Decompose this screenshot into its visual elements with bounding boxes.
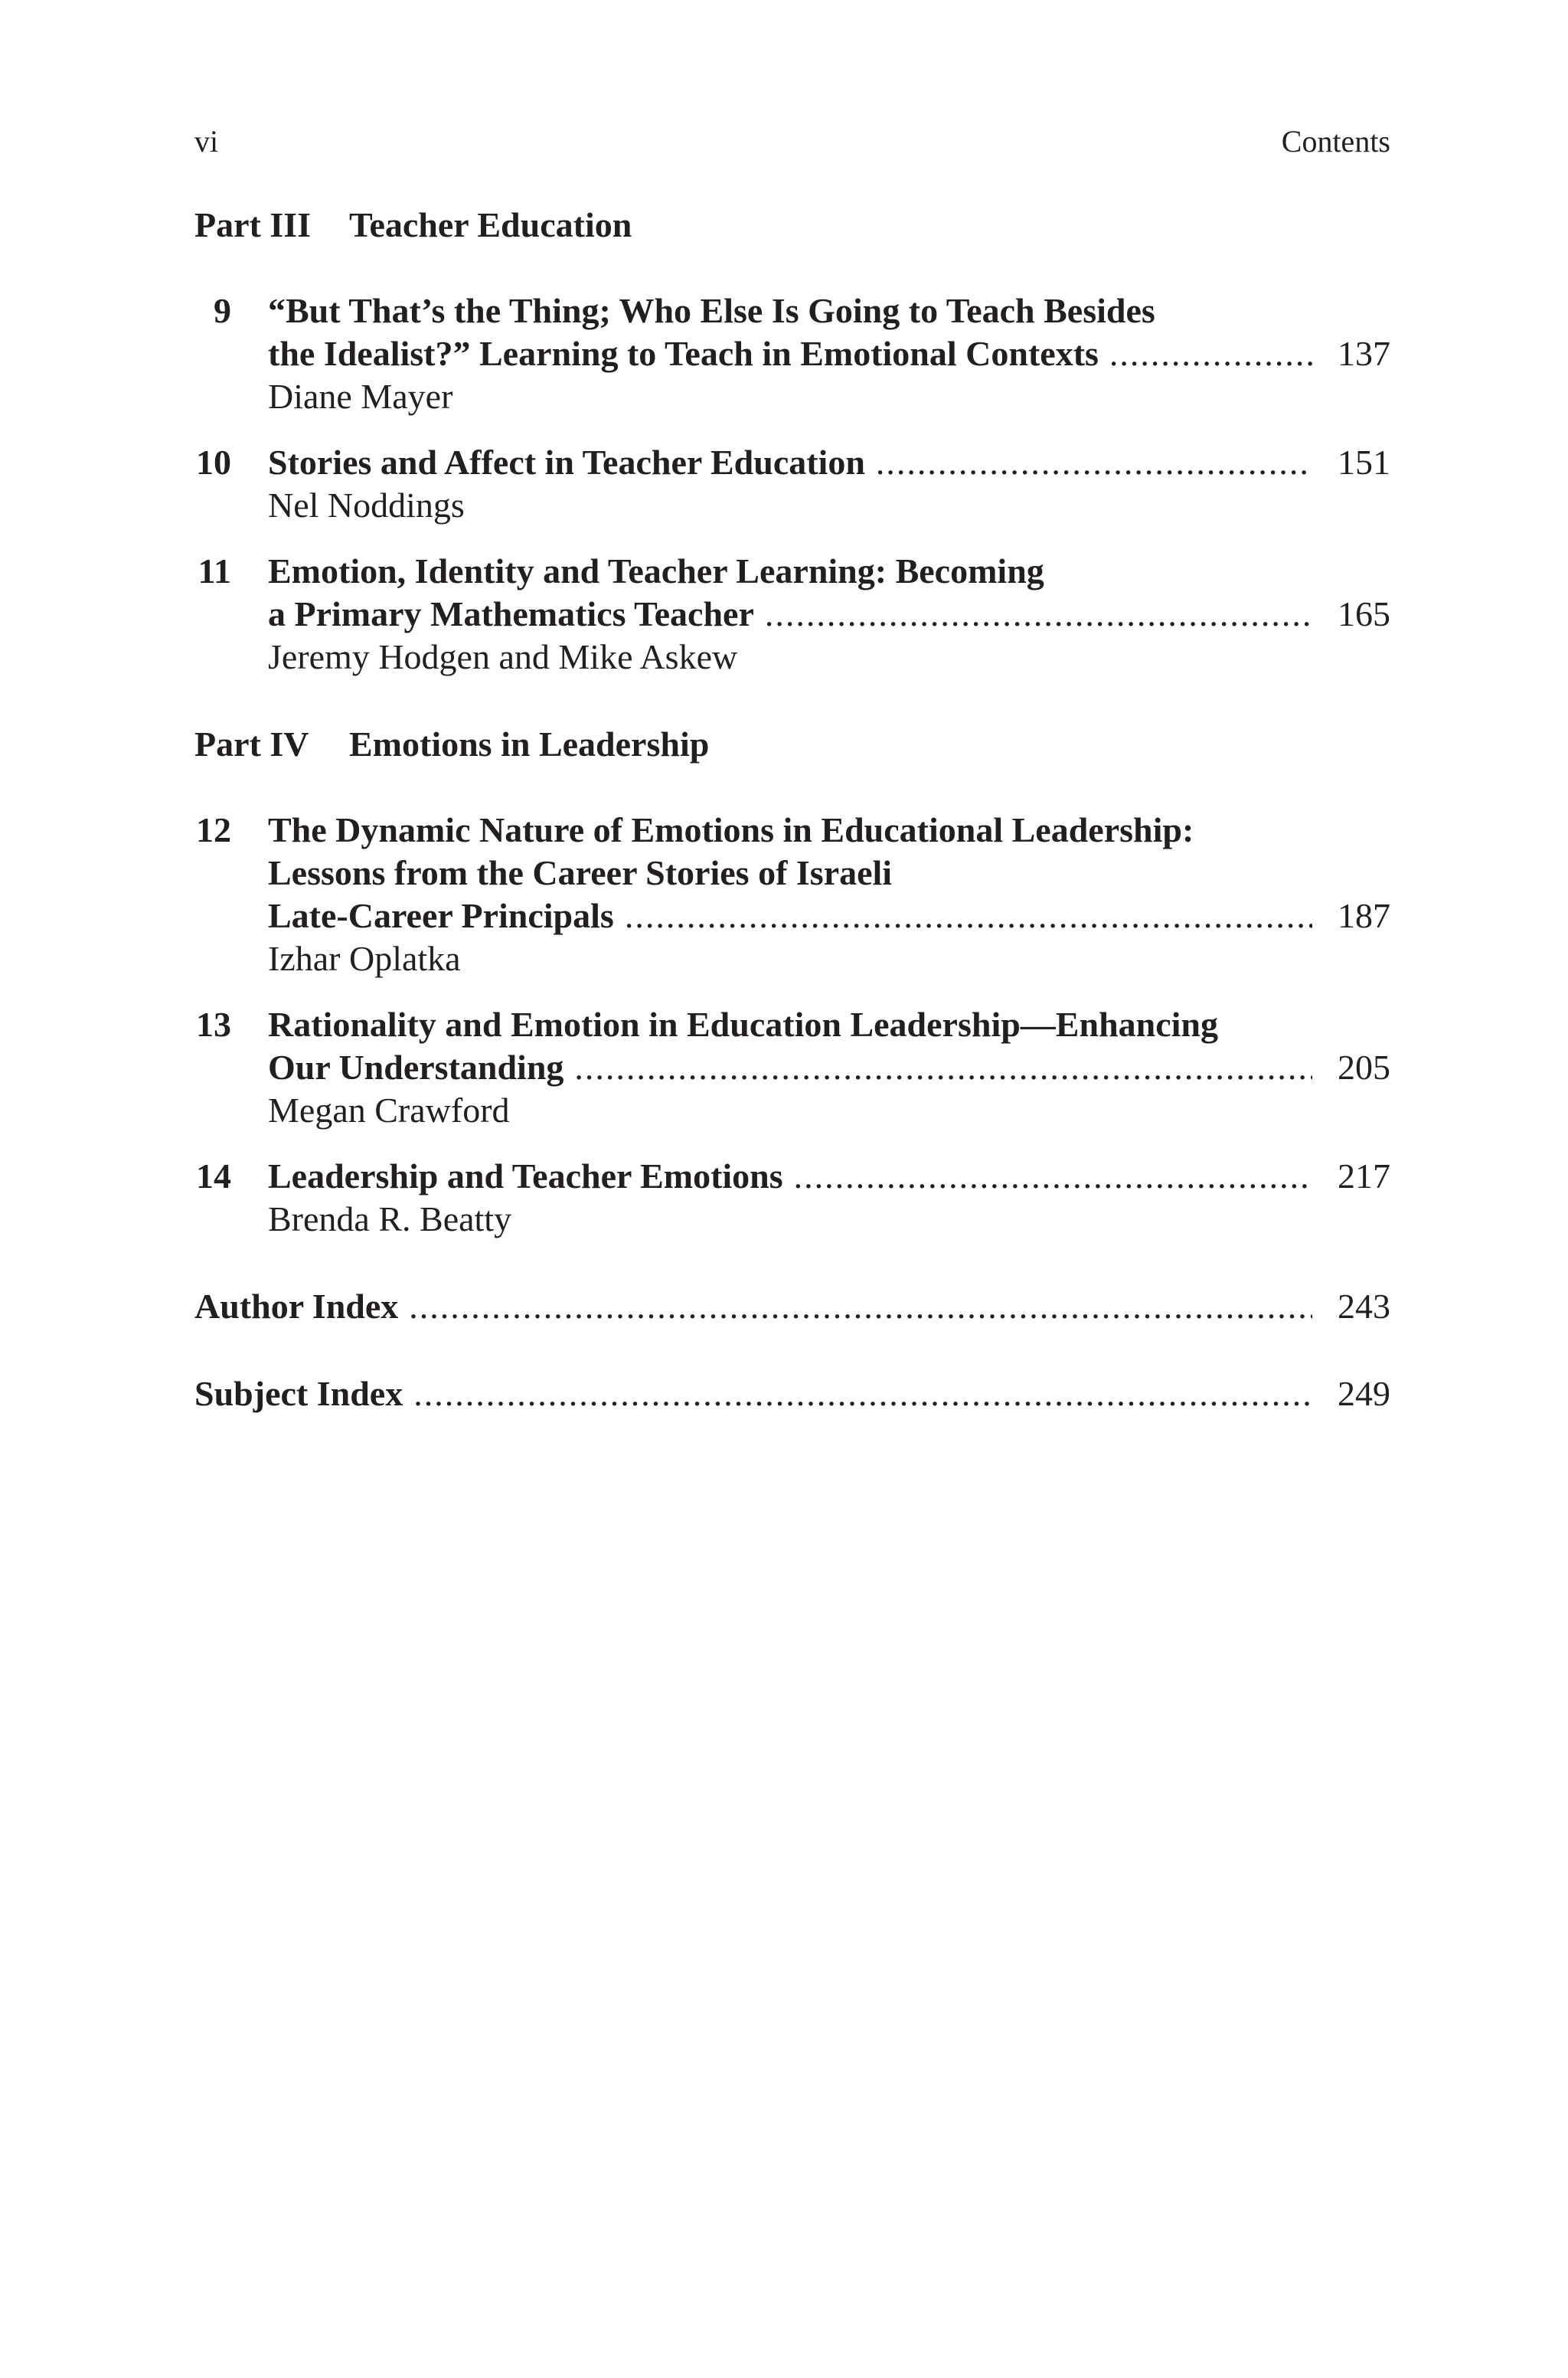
dot-leader — [765, 593, 1312, 636]
page-reference: 151 — [1338, 443, 1390, 482]
toc-index-entry[interactable] — [194, 1285, 1390, 1328]
chapter-title-line: Late-Career Principals — [268, 896, 614, 935]
part-title: Teacher Education — [349, 205, 632, 244]
page-reference: 205 — [1338, 1048, 1390, 1087]
chapter-title-line: Rationality and Emotion in Education Leadership—Enhancing — [268, 1005, 1219, 1044]
chapter-number: 10 — [196, 443, 231, 482]
part-heading — [194, 723, 709, 766]
chapter-title-line: Stories and Affect in Teacher Education — [268, 443, 865, 482]
dot-leader — [574, 1046, 1312, 1089]
page-reference: 165 — [1338, 594, 1390, 633]
dot-leader — [413, 1372, 1312, 1415]
dot-leader — [876, 441, 1312, 484]
chapter-author: Diane Mayer — [268, 377, 453, 416]
toc-entry[interactable] — [194, 441, 1390, 527]
index-title: Subject Index — [194, 1374, 403, 1413]
page-reference: 249 — [1338, 1374, 1390, 1413]
toc-index-entry[interactable] — [194, 1372, 1390, 1415]
chapter-title-line: Leadership and Teacher Emotions — [268, 1156, 783, 1196]
part-heading — [194, 204, 632, 247]
toc-entry[interactable] — [194, 809, 1390, 980]
chapter-title-line: Emotion, Identity and Teacher Learning: Becoming — [268, 551, 1044, 590]
index-title: Author Index — [194, 1287, 399, 1326]
toc-entry[interactable] — [194, 1003, 1390, 1132]
chapter-title-line: The Dynamic Nature of Emotions in Educational Leadership: — [268, 810, 1194, 849]
chapter-title-line: Our Understanding — [268, 1048, 564, 1087]
toc-entry[interactable] — [194, 1155, 1390, 1241]
chapter-author: Jeremy Hodgen and Mike Askew — [268, 637, 738, 676]
dot-leader — [794, 1155, 1312, 1198]
chapter-author: Nel Noddings — [268, 486, 465, 525]
chapter-number: 11 — [198, 551, 231, 590]
chapter-number: 12 — [196, 810, 231, 849]
dot-leader — [409, 1285, 1312, 1328]
chapter-title-line: the Idealist?” Learning to Teach in Emotional Contexts — [268, 334, 1099, 373]
running-title: Contents — [1281, 124, 1390, 159]
chapter-number: 9 — [214, 291, 231, 330]
chapter-number: 13 — [196, 1005, 231, 1044]
page-reference: 217 — [1338, 1156, 1390, 1196]
page-number: vi — [194, 124, 219, 159]
toc-entry[interactable] — [194, 550, 1390, 679]
part-title: Emotions in Leadership — [349, 725, 710, 764]
page-reference: 243 — [1338, 1287, 1390, 1326]
dot-leader — [625, 895, 1312, 937]
chapter-author: Megan Crawford — [268, 1091, 510, 1130]
chapter-author: Izhar Oplatka — [268, 939, 461, 978]
chapter-title-line: “But That’s the Thing; Who Else Is Going to Teach Besides — [268, 291, 1155, 330]
chapter-title-line: Lessons from the Career Stories of Israeli — [268, 853, 893, 892]
dot-leader — [1109, 332, 1312, 375]
chapter-author: Brenda R. Beatty — [268, 1199, 512, 1238]
part-label: Part IV — [194, 725, 309, 764]
running-head — [194, 123, 1390, 161]
chapter-title-line: a Primary Mathematics Teacher — [268, 594, 754, 633]
page-reference: 137 — [1338, 334, 1390, 373]
chapter-number: 14 — [196, 1156, 231, 1196]
page-reference: 187 — [1338, 896, 1390, 935]
toc-entry[interactable] — [194, 289, 1390, 418]
part-label: Part III — [194, 205, 312, 244]
